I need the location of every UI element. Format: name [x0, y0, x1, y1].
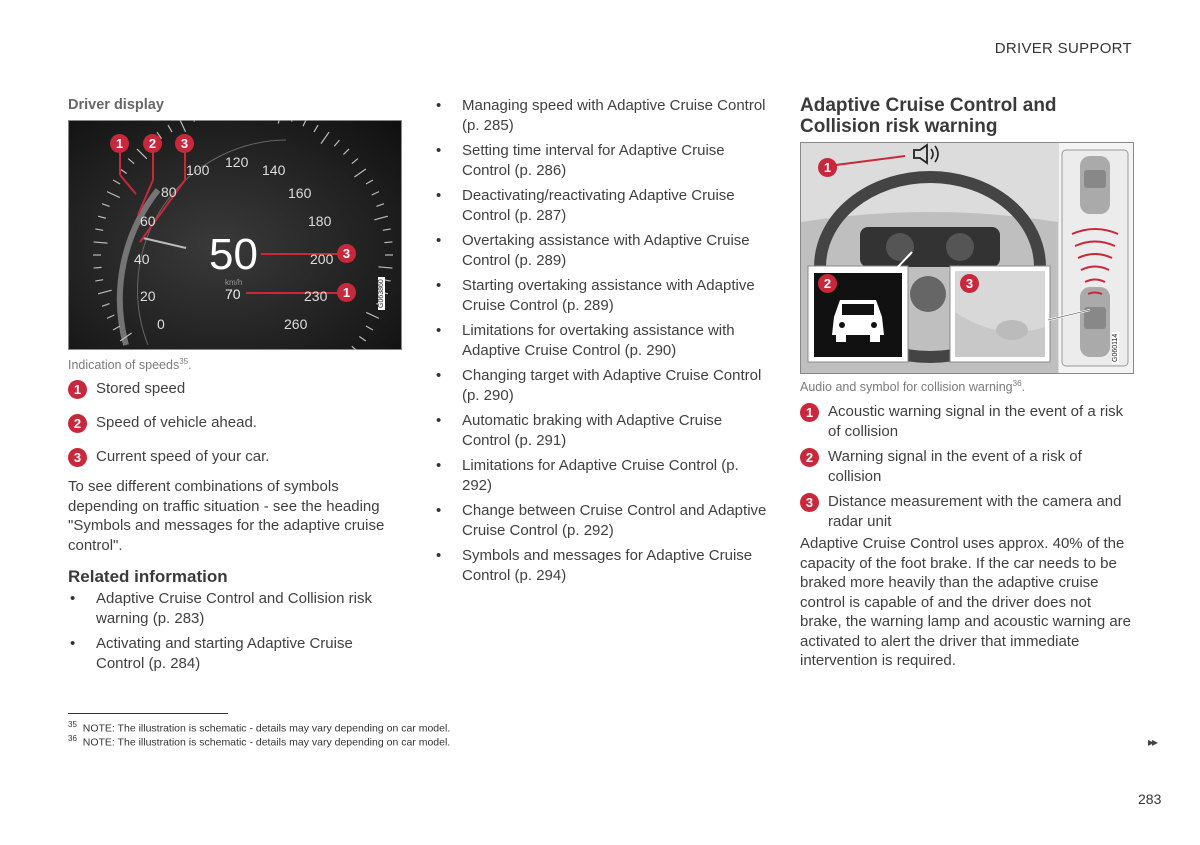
speed-figure-caption: Indication of speeds$^{35}$.: [68, 357, 192, 373]
speedometer-tick: [384, 242, 392, 243]
scale-label-60: 60: [140, 213, 156, 229]
footnote-divider: [68, 713, 228, 714]
related-link[interactable]: • Deactivating/reactivating Adaptive Cruise Control (p. 287): [434, 186, 769, 225]
related-link[interactable]: • Limitations for overtaking assistance with Adaptive Cruise Control (p. 290): [434, 321, 769, 360]
callout-item: [800, 447, 1132, 486]
callout-badge-2: 2: [818, 274, 837, 293]
related-link[interactable]: • Limitations for Adaptive Cruise Control (p. 292): [434, 456, 769, 495]
scale-label-40: 40: [134, 251, 150, 267]
related-link[interactable]: • Overtaking assistance with Adaptive Cruise Control (p. 289): [434, 231, 769, 270]
callout-number: 1: [68, 380, 87, 399]
callout-badge-3b: 3: [337, 244, 356, 263]
related-info-heading: Related information: [68, 567, 228, 586]
callout-text: Stored speed: [96, 380, 186, 397]
footnote-text: NOTE: The illustration is schematic - details may vary depending on car model.: [82, 736, 451, 749]
collision-callout-list: [800, 402, 1132, 531]
collision-figure-caption: Audio and symbol for collision warning$^{36}$.: [800, 379, 1026, 395]
callout-badge-2: 2: [143, 134, 162, 153]
driver-display-subheading: Driver display: [68, 97, 164, 113]
footnote-number: 36: [68, 734, 77, 743]
callout-badge-1b: 1: [337, 283, 356, 302]
callout-number: 3: [800, 493, 819, 512]
related-links-list-continued: [434, 96, 769, 591]
callout-item: [800, 492, 1132, 531]
callout-number: 2: [800, 448, 819, 467]
symbols-paragraph: To see different combinations of symbols depending on traffic situation - see the heading "Symbols and messages for the adaptive cruise control".: [68, 478, 385, 554]
scale-label-20: 20: [140, 288, 156, 304]
scale-label-120: 120: [225, 154, 249, 170]
related-link[interactable]: • Activating and starting Adaptive Cruise Control (p. 284): [68, 634, 393, 673]
figure-code: G063860: [378, 279, 385, 308]
callout-text: Warning signal in the event of a risk of collision: [828, 448, 1082, 485]
scale-label-0: 0: [157, 316, 165, 332]
callout-badge-3: 3: [960, 274, 979, 293]
callout-text: Acoustic warning signal in the event of a risk of collision: [828, 403, 1124, 440]
figure-code: G060114: [1112, 333, 1119, 362]
related-link[interactable]: • Managing speed with Adaptive Cruise Control (p. 285): [434, 96, 769, 135]
callout-badge-1: 1: [110, 134, 129, 153]
callout-item: [68, 413, 388, 433]
callout-text: Current speed of your car.: [96, 448, 270, 465]
collision-warning-figure: [800, 142, 1134, 374]
related-link[interactable]: • Symbols and messages for Adaptive Cruise Control (p. 294): [434, 546, 769, 585]
caption-footnote-ref: 36: [1012, 379, 1022, 388]
speedometer-tick: [94, 267, 102, 268]
section-heading-line2: Collision risk warning: [800, 116, 998, 137]
section-heading-line1: Adaptive Cruise Control and: [800, 95, 1057, 116]
speed-unit: km/h: [225, 278, 243, 287]
callout-number: 2: [68, 414, 87, 433]
caption-footnote-ref: 35: [179, 357, 189, 366]
speedometer-figure: [68, 120, 402, 350]
footnote-36: [68, 732, 450, 750]
footnote-number: 35: [68, 720, 77, 729]
callout-badge-1: 1: [818, 158, 837, 177]
callout-number: 1: [800, 403, 819, 422]
scale-label-100: 100: [186, 162, 210, 178]
footnote-text: NOTE: The illustration is schematic - details may vary depending on car model.: [82, 722, 451, 735]
scale-label-180: 180: [308, 213, 332, 229]
scale-label-230: 230: [304, 288, 328, 304]
related-link[interactable]: • Changing target with Adaptive Cruise Control (p. 290): [434, 366, 769, 405]
related-link[interactable]: • Change between Cruise Control and Adaptive Cruise Control (p. 292): [434, 501, 769, 540]
related-link[interactable]: • Adaptive Cruise Control and Collision risk warning (p. 283): [68, 589, 393, 628]
section-heading: [800, 95, 1140, 137]
digital-speed: 50: [209, 230, 258, 279]
callout-badge-3: 3: [175, 134, 194, 153]
brake-capacity-paragraph: Adaptive Cruise Control uses approx. 40% of the capacity of the foot brake. If the car needs to be braked more heavily than the adaptive cruise control is capable of and the driver does not brake, the warning lamp and acoustic warning are activated to alert the driver that immediate intervention is required.: [800, 535, 1132, 669]
caption-text: Audio and symbol for collision warning: [800, 380, 1013, 395]
set-speed: 70: [225, 286, 241, 302]
callout-number: 3: [68, 448, 87, 467]
callout-text: Speed of vehicle ahead.: [96, 414, 257, 431]
section-header: DRIVER SUPPORT: [994, 40, 1132, 57]
scale-label-140: 140: [262, 162, 286, 178]
scale-label-260: 260: [284, 316, 308, 332]
callout-item: [68, 447, 388, 467]
scale-label-160: 160: [288, 185, 312, 201]
page-number: 283: [1138, 791, 1162, 807]
related-link[interactable]: • Automatic braking with Adaptive Cruise Control (p. 291): [434, 411, 769, 450]
caption-text: Indication of speeds: [68, 358, 180, 373]
speed-callout-list: [68, 379, 388, 467]
related-link[interactable]: • Setting time interval for Adaptive Cruise Control (p. 286): [434, 141, 769, 180]
callout-item: [68, 379, 388, 399]
callout-text: Distance measurement with the camera and radar unit: [828, 493, 1122, 530]
scale-label-200: 200: [310, 251, 334, 267]
callout-item: [800, 402, 1132, 441]
scale-label-80: 80: [161, 184, 177, 200]
continue-arrows-icon: ▸▸: [1148, 735, 1157, 749]
related-link[interactable]: • Starting overtaking assistance with Adaptive Cruise Control (p. 289): [434, 276, 769, 315]
related-links-list: [68, 589, 393, 679]
collision-warning-illustration: [800, 142, 1134, 374]
